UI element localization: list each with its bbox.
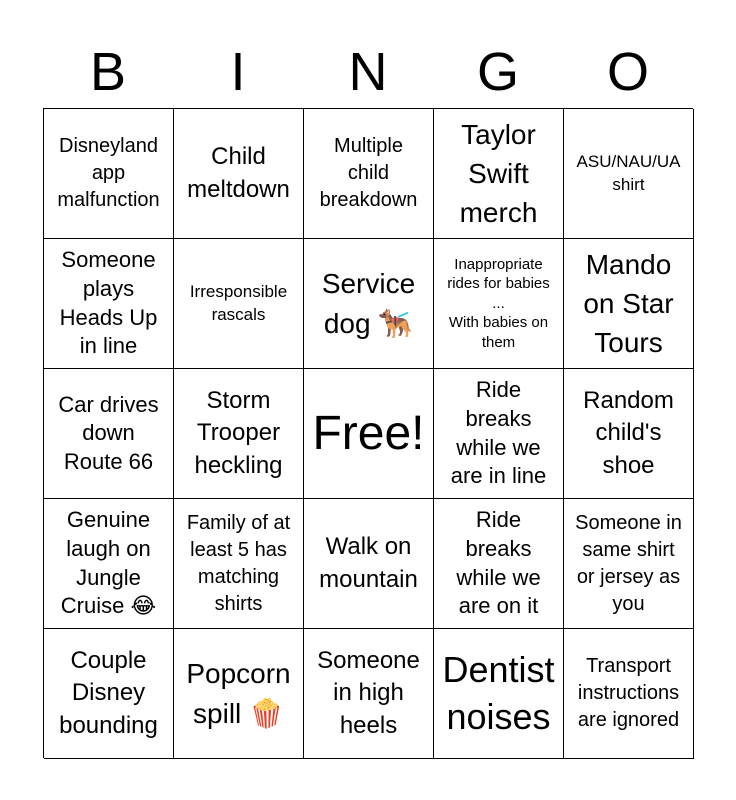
bingo-cell-r2c3[interactable]: Service dog 🐕‍🦺 (304, 239, 434, 369)
bingo-cell-r4c4[interactable]: Ride breaks while we are on it (434, 499, 564, 629)
bingo-cell-r1c3[interactable]: Multiple child breakdown (304, 109, 434, 239)
bingo-cell-r3c5[interactable]: Random child's shoe (564, 369, 694, 499)
bingo-cell-r2c4[interactable]: Inappropriate rides for babies ... With babies on them (434, 239, 564, 369)
header-letter-n: N (348, 42, 388, 102)
bingo-cell-r1c1[interactable]: Disneyland app malfunction (44, 109, 174, 239)
bingo-cell-r4c3[interactable]: Walk on mountain (304, 499, 434, 629)
bingo-cell-r5c4[interactable]: Dentist noises (434, 629, 564, 759)
bingo-cell-r5c3[interactable]: Someone in high heels (304, 629, 434, 759)
bingo-board (43, 108, 693, 758)
bingo-cell-free[interactable]: Free! (304, 369, 434, 499)
bingo-cell-r5c1[interactable]: Couple Disney bounding (44, 629, 174, 759)
bingo-cell-r3c2[interactable]: Storm Trooper heckling (174, 369, 304, 499)
bingo-cell-r3c1[interactable]: Car drives down Route 66 (44, 369, 174, 499)
bingo-cell-r5c5[interactable]: Transport instructions are ignored (564, 629, 694, 759)
bingo-cell-r4c1[interactable]: Genuine laugh on Jungle Cruise 😂 (44, 499, 174, 629)
bingo-cell-r2c1[interactable]: Someone plays Heads Up in line (44, 239, 174, 369)
header-letter-i: I (230, 42, 246, 102)
bingo-cell-r2c2[interactable]: Irresponsible rascals (174, 239, 304, 369)
bingo-cell-r5c2[interactable]: Popcorn spill 🍿 (174, 629, 304, 759)
header-letter-b: B (89, 42, 127, 102)
bingo-header (43, 36, 693, 108)
bingo-cell-r1c5[interactable]: ASU/NAU/UA shirt (564, 109, 694, 239)
bingo-cell-r2c5[interactable]: Mando on Star Tours (564, 239, 694, 369)
bingo-cell-r1c4[interactable]: Taylor Swift merch (434, 109, 564, 239)
bingo-cell-r4c2[interactable]: Family of at least 5 has matching shirts (174, 499, 304, 629)
header-letter-o: O (606, 42, 649, 102)
header-letter-g: G (476, 42, 519, 102)
bingo-cell-r4c5[interactable]: Someone in same shirt or jersey as you (564, 499, 694, 629)
bingo-cell-r1c2[interactable]: Child meltdown (174, 109, 304, 239)
bingo-cell-r3c4[interactable]: Ride breaks while we are in line (434, 369, 564, 499)
